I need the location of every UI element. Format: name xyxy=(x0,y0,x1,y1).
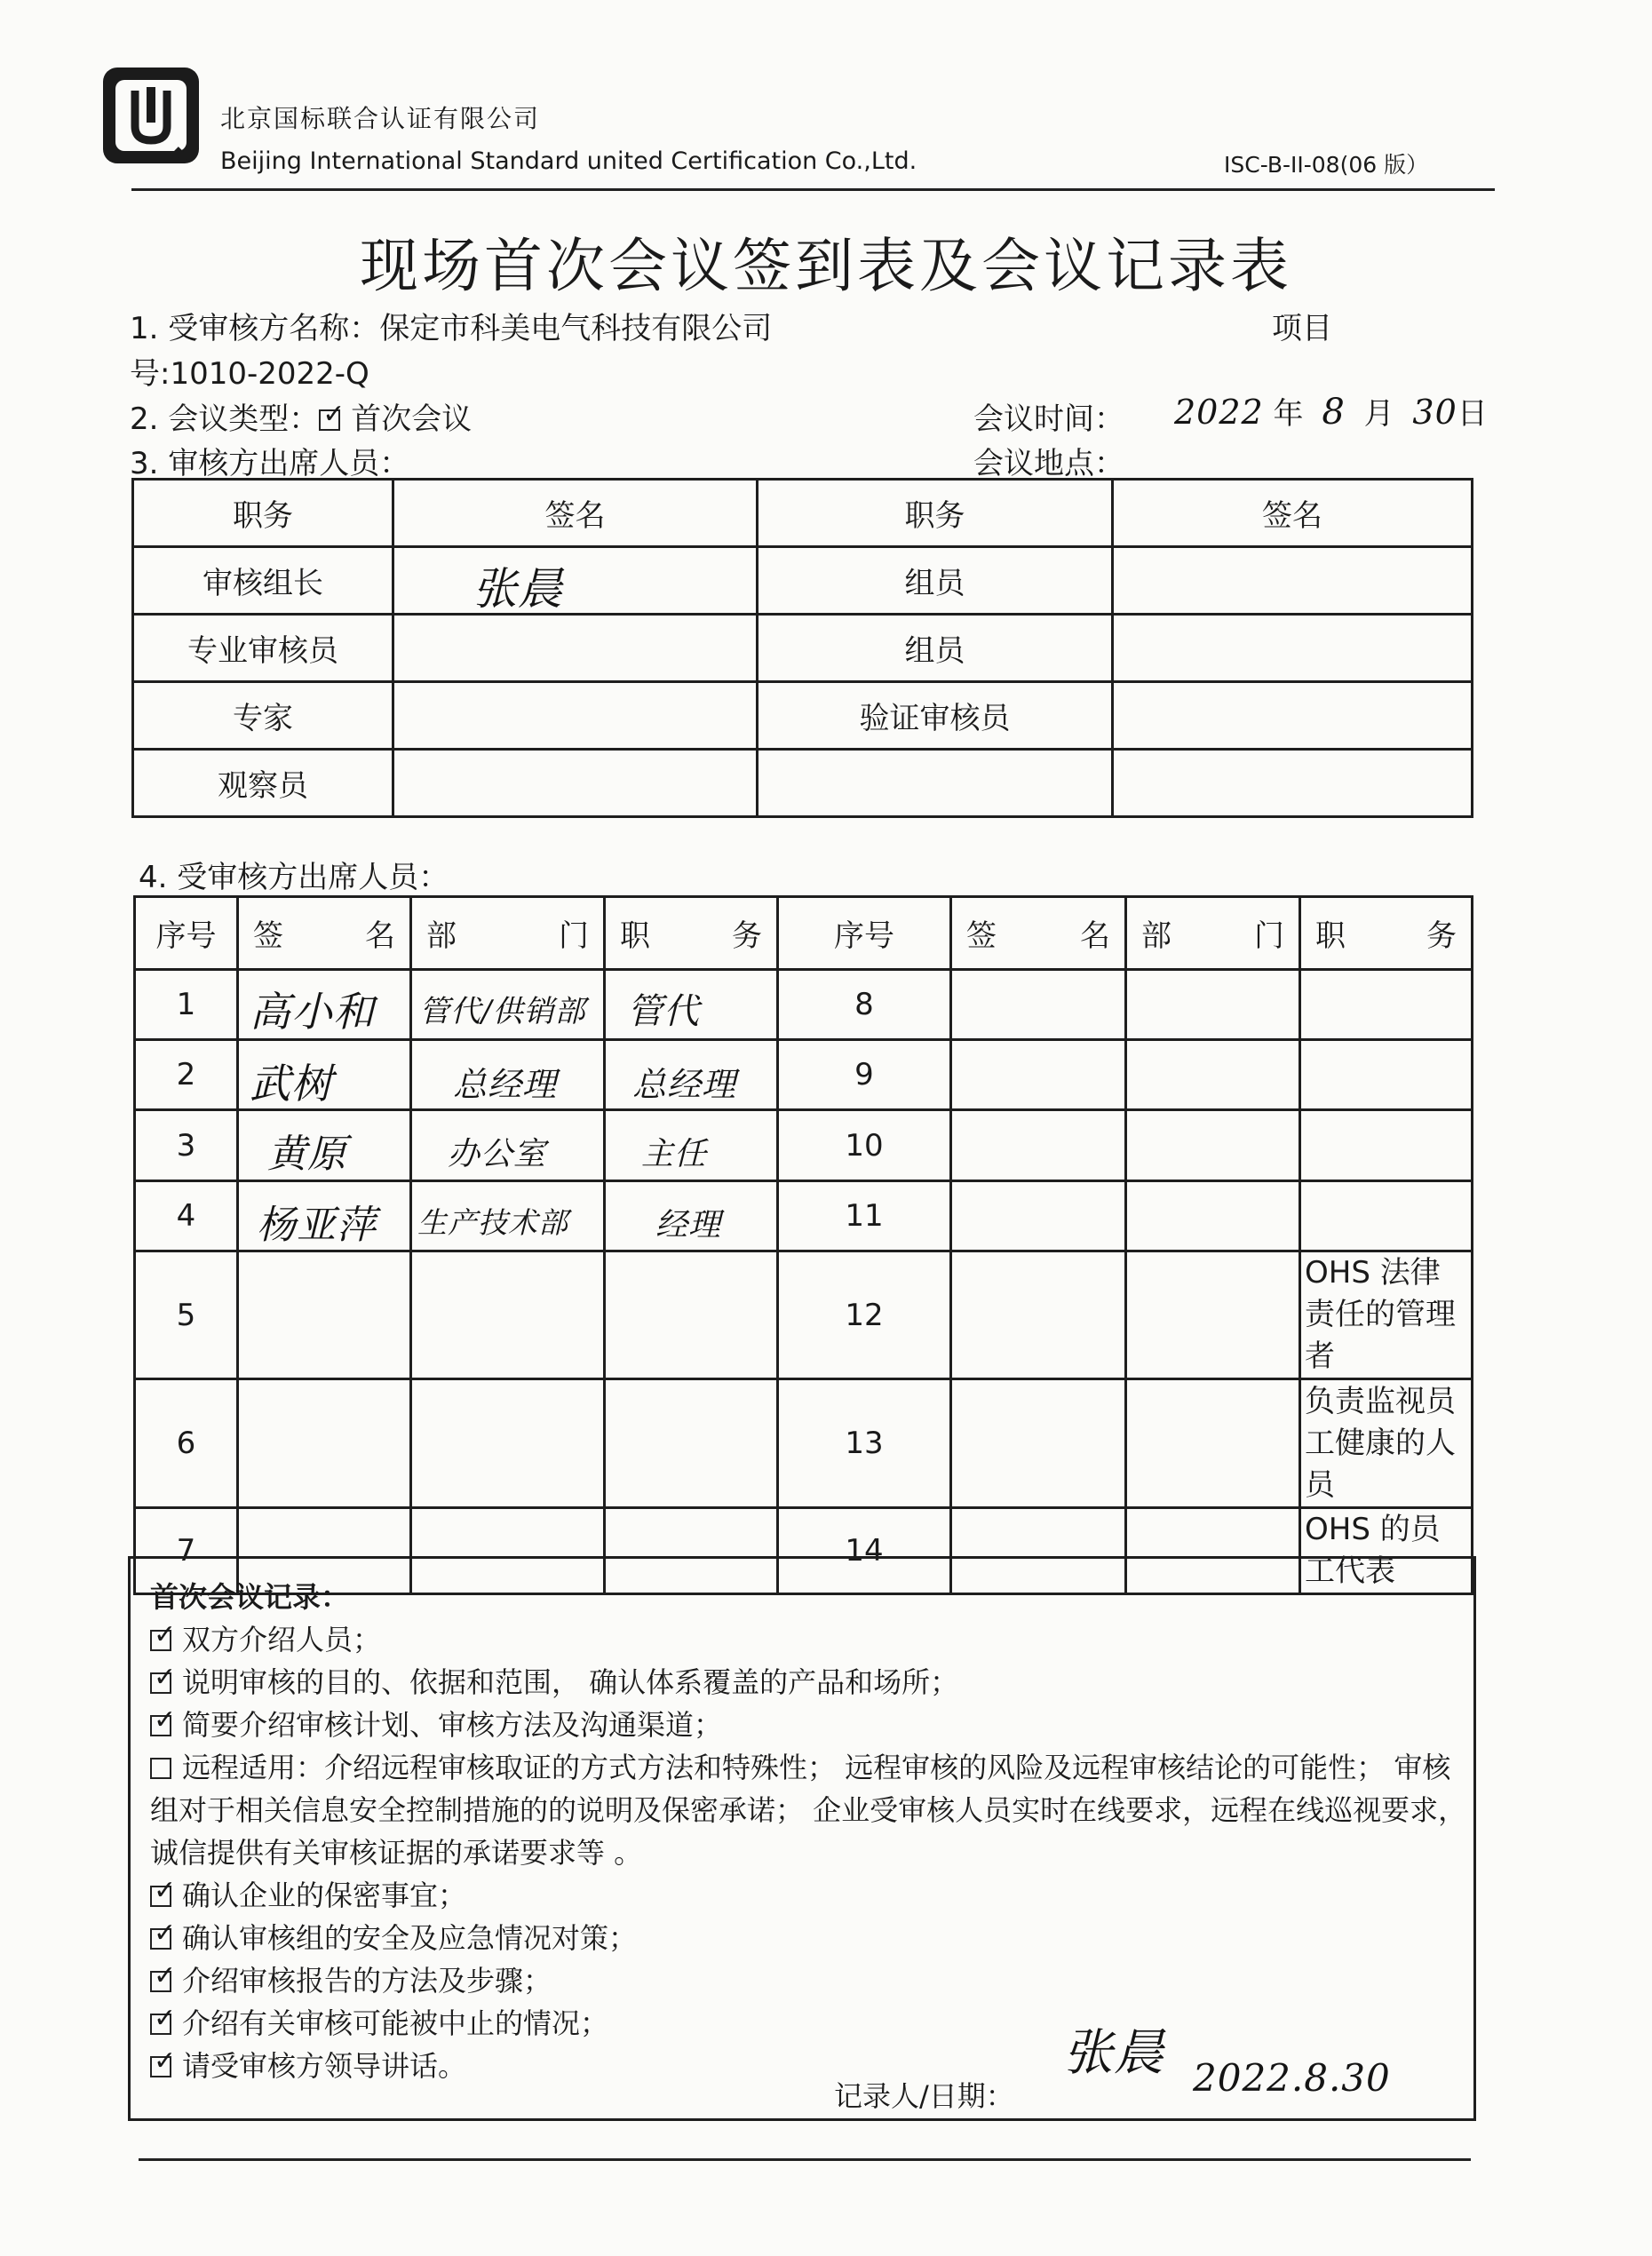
department-cell[interactable] xyxy=(1126,970,1300,1040)
record-item-text: 组对于相关信息安全控制措施的的说明及保密承诺； 企业受审核人员实时在线要求，远程在线巡视要求， xyxy=(150,1793,1467,1827)
record-item-text: 双方介绍人员； xyxy=(182,1623,382,1656)
department-cell[interactable] xyxy=(1126,1110,1300,1181)
row-number: 10 xyxy=(778,1110,951,1181)
record-item xyxy=(150,2001,608,2042)
handwritten-position: 总经理 xyxy=(632,1065,737,1104)
signature-cell[interactable] xyxy=(238,1110,411,1181)
handwritten-signature: 武树 xyxy=(250,1060,333,1108)
recorder-date: 2022.8.30 xyxy=(1193,2056,1391,2100)
table-row xyxy=(133,615,1473,682)
role-note: OHS 法律责任的管理者 xyxy=(1300,1251,1473,1379)
recorder-signature: 张晨 xyxy=(1063,2024,1164,2082)
auditor-table xyxy=(131,478,1473,818)
record-item xyxy=(150,2044,466,2085)
role-cell: 验证审核员 xyxy=(758,682,1113,750)
department-cell[interactable] xyxy=(411,1251,605,1379)
signature-cell[interactable] xyxy=(238,970,411,1040)
position-cell[interactable] xyxy=(1300,970,1473,1040)
handwritten-signature: 黄原 xyxy=(267,1132,347,1177)
role-note: 负责监视员工健康的人员 xyxy=(1300,1379,1473,1508)
meeting-type-label: 2. 会议类型： xyxy=(130,401,320,437)
meeting-record-box xyxy=(128,1556,1476,2121)
department-cell[interactable] xyxy=(411,1379,605,1508)
role-cell: 审核组长 xyxy=(133,547,393,615)
checkbox[interactable] xyxy=(150,1928,171,1950)
department-cell[interactable] xyxy=(411,1040,605,1110)
record-item-text: 确认审核组的安全及应急情况对策； xyxy=(182,1921,638,1955)
table-row xyxy=(135,1040,1473,1110)
signature-cell[interactable] xyxy=(951,1110,1126,1181)
company-logo xyxy=(99,64,203,167)
signature-cell[interactable] xyxy=(1113,615,1473,682)
row-number: 11 xyxy=(778,1181,951,1251)
checkbox[interactable] xyxy=(150,1672,171,1694)
handwritten-position: 主任 xyxy=(641,1136,708,1172)
signature-cell[interactable] xyxy=(238,1181,411,1251)
record-item-text: 介绍审核报告的方法及步骤； xyxy=(182,1964,552,1998)
department-cell[interactable] xyxy=(411,1181,605,1251)
position-cell[interactable] xyxy=(1300,1110,1473,1181)
signature-cell[interactable] xyxy=(951,1251,1126,1379)
meeting-type-checkbox[interactable] xyxy=(319,409,340,431)
date-month-unit: 月 xyxy=(1363,396,1394,432)
role-note: OHS 的员工代表 xyxy=(1300,1508,1473,1594)
checkbox[interactable] xyxy=(150,1715,171,1736)
record-item-text: 介绍有关审核可能被中止的情况； xyxy=(182,2006,609,2040)
checkbox[interactable] xyxy=(150,2056,171,2077)
handwritten-position: 经理 xyxy=(655,1207,722,1243)
handwritten-department: 生产技术部 xyxy=(417,1205,568,1240)
signature-cell[interactable] xyxy=(1113,682,1473,750)
signature-cell[interactable] xyxy=(393,547,758,615)
department-cell[interactable] xyxy=(1126,1040,1300,1110)
record-item xyxy=(150,1660,958,1701)
header-no: 序号 xyxy=(135,897,238,970)
handwritten-department: 总经理 xyxy=(453,1065,558,1104)
record-item xyxy=(150,1831,642,1871)
auditee-attendees-label: 4. 受审核方出席人员： xyxy=(139,860,449,895)
record-item-text: 简要介绍审核计划、审核方法及沟通渠道； xyxy=(182,1708,723,1742)
department-cell[interactable] xyxy=(411,1110,605,1181)
table-row xyxy=(133,750,1473,817)
signature-cell[interactable] xyxy=(951,1040,1126,1110)
signature-cell[interactable] xyxy=(951,970,1126,1040)
record-item xyxy=(150,1958,552,1999)
record-item xyxy=(150,1873,466,1914)
signature-cell[interactable] xyxy=(1113,750,1473,817)
footer-divider xyxy=(139,2158,1471,2161)
signature-cell[interactable] xyxy=(238,1251,411,1379)
signature-cell[interactable] xyxy=(238,1379,411,1508)
checkbox[interactable] xyxy=(150,1886,171,1907)
company-name-cn: 北京国标联合认证有限公司 xyxy=(220,104,541,133)
position-cell[interactable] xyxy=(605,1040,778,1110)
form-number: ISC-B-II-08(06 版） xyxy=(1224,152,1429,178)
position-cell[interactable] xyxy=(605,1110,778,1181)
department-cell[interactable] xyxy=(1126,1379,1300,1508)
role-cell: 组员 xyxy=(758,615,1113,682)
department-cell[interactable] xyxy=(1126,1251,1300,1379)
auditee-line xyxy=(130,304,772,347)
position-cell[interactable] xyxy=(605,1251,778,1379)
date-year-unit: 年 xyxy=(1273,396,1304,432)
attendee-table-header xyxy=(135,897,1473,970)
signature-cell[interactable] xyxy=(238,1040,411,1110)
signature-cell[interactable] xyxy=(1113,547,1473,615)
table-row xyxy=(135,1181,1473,1251)
header-post: 职 务 xyxy=(1300,897,1473,970)
department-cell[interactable] xyxy=(1126,1181,1300,1251)
meeting-type-line xyxy=(130,394,472,438)
date-year: 2022 xyxy=(1174,393,1264,432)
record-item-text: 诚信提供有关审核证据的承诺要求等 。 xyxy=(150,1836,643,1870)
row-number: 4 xyxy=(135,1181,238,1251)
record-item xyxy=(150,1617,381,1658)
role-cell: 专家 xyxy=(133,682,393,750)
row-number: 12 xyxy=(778,1251,951,1379)
row-number: 6 xyxy=(135,1379,238,1508)
auditee-label: 1. 受审核方名称： xyxy=(130,311,380,346)
project-label: 项目 xyxy=(1272,311,1332,346)
recorder-label: 记录人/日期： xyxy=(834,2079,1014,2113)
department-cell[interactable] xyxy=(411,970,605,1040)
header-no: 序号 xyxy=(778,897,951,970)
row-number: 9 xyxy=(778,1040,951,1110)
row-number: 8 xyxy=(778,970,951,1040)
header-dept: 部 门 xyxy=(411,897,605,970)
checkbox[interactable] xyxy=(150,2014,171,2035)
signature-cell[interactable] xyxy=(951,1379,1126,1508)
header-signature: 签名 xyxy=(393,480,758,547)
handwritten-position: 管代 xyxy=(627,991,700,1032)
table-row xyxy=(133,682,1473,750)
date-day: 30 xyxy=(1412,393,1457,432)
role-cell xyxy=(758,750,1113,817)
company-name-en: Beijing International Standard united Certification Co.,Ltd. xyxy=(220,147,917,175)
handwritten-signature: 杨亚萍 xyxy=(257,1203,377,1248)
auditee-name: 保定市科美电气科技有限公司 xyxy=(379,311,773,346)
row-number: 3 xyxy=(135,1110,238,1181)
signature-cell[interactable] xyxy=(393,750,758,817)
position-cell[interactable] xyxy=(605,970,778,1040)
record-item-text: 确认企业的保密事宜； xyxy=(182,1879,467,1912)
record-item xyxy=(150,1916,637,1957)
header-divider xyxy=(131,188,1495,191)
record-item xyxy=(150,1745,1450,1786)
auditor-table-header xyxy=(133,480,1473,547)
record-item-text: 远程适用：介绍远程审核取证的方式方法和特殊性； 远程审核的风险及远程审核结论的可能性； 审核 xyxy=(182,1751,1451,1784)
row-number: 1 xyxy=(135,970,238,1040)
role-cell: 组员 xyxy=(758,547,1113,615)
row-number: 14 xyxy=(778,1508,951,1594)
auditor-attendees-label: 3. 审核方出席人员： xyxy=(130,446,410,481)
meeting-time-label: 会议时间： xyxy=(973,401,1124,437)
checkbox[interactable] xyxy=(150,1630,171,1651)
row-number: 7 xyxy=(135,1508,238,1594)
record-item xyxy=(150,1703,722,1744)
record-item-text: 说明审核的目的、依据和范围， 确认体系覆盖的产品和场所； xyxy=(182,1665,959,1699)
row-number: 13 xyxy=(778,1379,951,1508)
table-row xyxy=(135,1379,1473,1508)
record-item xyxy=(150,1788,1466,1829)
project-number: 号:1010-2022-Q xyxy=(130,356,369,392)
role-cell: 观察员 xyxy=(133,750,393,817)
handwritten-department: 办公室 xyxy=(448,1136,547,1172)
header-sign: 签 名 xyxy=(951,897,1126,970)
record-heading: 首次会议记录： xyxy=(150,1580,350,1614)
header-signature: 签名 xyxy=(1113,480,1473,547)
position-cell[interactable] xyxy=(605,1181,778,1251)
header-dept: 部 门 xyxy=(1126,897,1300,970)
signature-cell[interactable] xyxy=(951,1181,1126,1251)
attendee-table xyxy=(133,895,1473,1595)
meeting-date xyxy=(1174,389,1488,433)
table-row xyxy=(135,1251,1473,1379)
meeting-type-value: 首次会议 xyxy=(351,401,473,437)
table-row xyxy=(135,970,1473,1040)
checkbox[interactable] xyxy=(150,1758,171,1779)
position-cell[interactable] xyxy=(1300,1040,1473,1110)
signature-cell[interactable] xyxy=(393,682,758,750)
role-cell: 专业审核员 xyxy=(133,615,393,682)
header-role: 职务 xyxy=(758,480,1113,547)
position-cell[interactable] xyxy=(1300,1181,1473,1251)
header-role: 职务 xyxy=(133,480,393,547)
handwritten-department: 管代/供销部 xyxy=(419,994,586,1029)
page-title: 现场首次会议签到表及会议记录表 xyxy=(360,232,1292,300)
record-item-text: 请受审核方领导讲话。 xyxy=(182,2049,467,2083)
meeting-place-label: 会议地点： xyxy=(973,446,1124,481)
row-number: 2 xyxy=(135,1040,238,1110)
header-post: 职 务 xyxy=(605,897,778,970)
table-row xyxy=(135,1110,1473,1181)
position-cell[interactable] xyxy=(605,1379,778,1508)
date-month: 8 xyxy=(1322,392,1346,433)
header-sign: 签 名 xyxy=(238,897,411,970)
table-row xyxy=(133,547,1473,615)
handwritten-signature: 张晨 xyxy=(473,563,563,615)
row-number: 5 xyxy=(135,1251,238,1379)
signature-cell[interactable] xyxy=(393,615,758,682)
checkbox[interactable] xyxy=(150,1971,171,1992)
date-day-unit: 日 xyxy=(1457,396,1488,432)
handwritten-signature: 高小和 xyxy=(250,988,375,1036)
